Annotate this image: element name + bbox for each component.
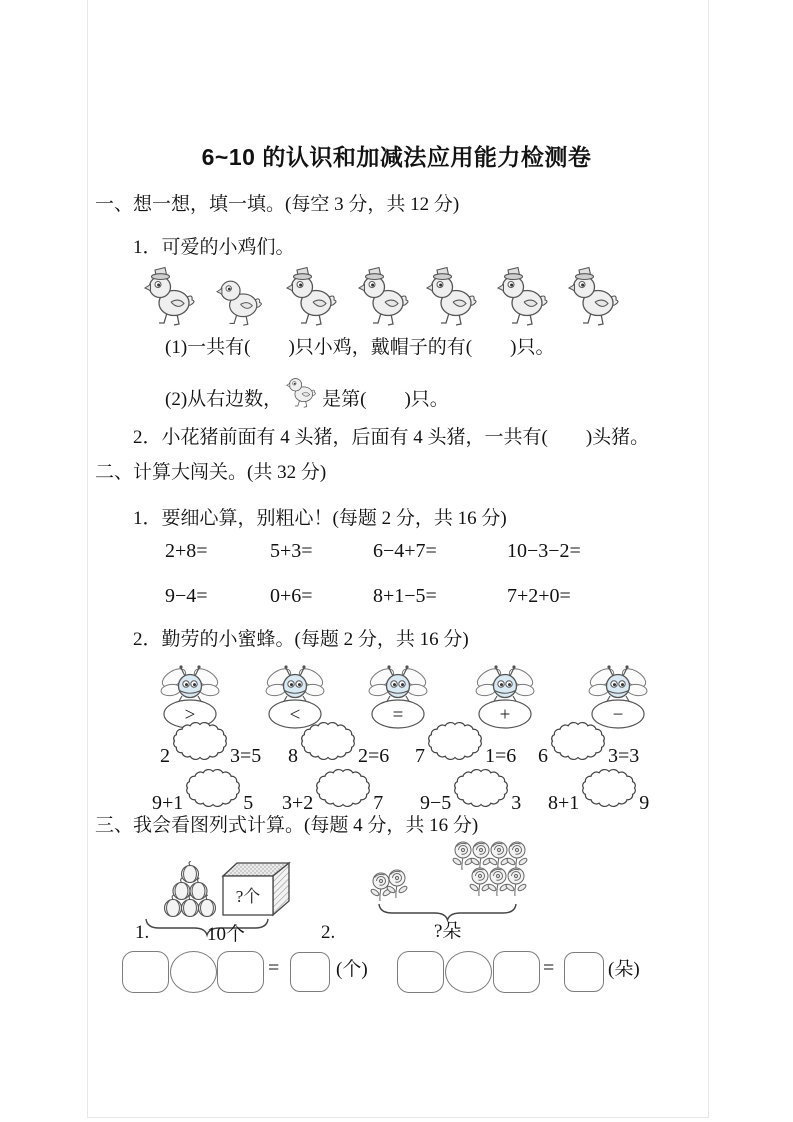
scalloped-answer-oval[interactable] [426, 721, 484, 767]
svg-text:>: > [184, 704, 196, 726]
flowers-right-group [452, 841, 532, 906]
oval-eq-post: 1=6 [485, 745, 517, 767]
oval-eq-post: 7 [373, 792, 384, 814]
chick-icon [282, 370, 322, 412]
equals-sign: = [268, 957, 280, 979]
calc-equation: 9−4= [165, 585, 208, 607]
chick-with-hat-icon [286, 262, 340, 333]
calc-equation: 2+8= [165, 540, 208, 562]
oval-equation [160, 721, 261, 766]
chick-no-hat-icon [216, 268, 265, 333]
oval-eq-pre: 8 [288, 745, 298, 767]
unit-label-p1: (个) [336, 959, 368, 980]
svg-text:+: + [499, 704, 511, 726]
oval-equation [420, 768, 521, 813]
svg-text:?个: ?个 [235, 887, 261, 906]
equals-sign: = [543, 957, 555, 979]
oval-eq-post: 3 [511, 792, 522, 814]
calc-equation: 7+2+0= [507, 585, 571, 607]
p2-brace-label: ?朵 [434, 921, 462, 942]
svg-text:−: − [612, 704, 624, 726]
section2-q1-label: 1．要细心算，别粗心！(每题 2 分，共 16 分) [133, 508, 507, 529]
p1-brace-label: 10个 [206, 924, 245, 945]
sub2-pre-text: (2)从右边数， [165, 389, 283, 410]
oval-eq-post: 5 [243, 792, 254, 814]
scalloped-answer-oval[interactable] [171, 721, 229, 767]
chick-with-hat-icon [358, 262, 412, 333]
calc-equation: 10−3−2= [507, 540, 581, 562]
svg-text:<: < [289, 704, 301, 726]
section2-q2-label: 2．勤劳的小蜜蜂。(每题 2 分，共 16 分) [133, 629, 469, 650]
calc-equation: 0+6= [270, 585, 313, 607]
oval-eq-post: 9 [639, 792, 650, 814]
oval-equation [282, 768, 383, 813]
section1-q1-sub1: (1)一共有( )只小鸡，戴帽子的有( )只。 [165, 337, 555, 358]
oval-eq-pre: 3+2 [282, 792, 314, 814]
scalloped-answer-oval[interactable] [549, 721, 607, 767]
oval-eq-pre: 7 [415, 745, 425, 767]
answer-result-box-p1[interactable] [290, 952, 330, 992]
answer-operator-oval-p2[interactable] [445, 951, 492, 993]
scalloped-answer-oval[interactable] [452, 768, 510, 814]
oval-eq-pre: 2 [160, 745, 170, 767]
oval-equation [152, 768, 253, 813]
oval-eq-pre: 8+1 [548, 792, 580, 814]
scalloped-answer-oval[interactable] [299, 721, 357, 767]
svg-text:=: = [392, 704, 404, 726]
chicks-row [0, 262, 793, 332]
scalloped-answer-oval[interactable] [184, 768, 242, 814]
chick-with-hat-icon [426, 262, 480, 333]
calc-equation: 8+1−5= [373, 585, 437, 607]
answer-operator-oval-p1[interactable] [170, 951, 217, 993]
oval-eq-post: 3=5 [230, 745, 262, 767]
oval-equation [548, 768, 649, 813]
answer-box-p1[interactable] [217, 951, 264, 993]
unit-label-p2: (朵) [608, 959, 640, 980]
chick-with-hat-icon [144, 262, 198, 333]
answer-result-box-p2[interactable] [564, 952, 604, 992]
scalloped-answer-oval[interactable] [580, 768, 638, 814]
chick-with-hat-icon [497, 262, 551, 333]
calc-equation: 5+3= [270, 540, 313, 562]
oval-eq-post: 3=3 [608, 745, 640, 767]
section1-q1-sub2 [165, 370, 449, 412]
oval-eq-pre: 6 [538, 745, 548, 767]
oval-eq-pre: 9+1 [152, 792, 184, 814]
answer-box-p2[interactable] [397, 951, 444, 993]
section2-heading: 二、计算大闯关。(共 32 分) [95, 462, 327, 483]
p1-number: 1. [135, 922, 150, 943]
pumpkin-pile [164, 861, 216, 924]
mystery-box [220, 858, 296, 925]
oval-equation [415, 721, 516, 766]
p2-number: 2. [321, 922, 336, 943]
oval-equation [538, 721, 639, 766]
oval-eq-pre: 9−5 [420, 792, 452, 814]
chick-with-hat-icon [568, 262, 622, 333]
scalloped-answer-oval[interactable] [314, 768, 372, 814]
section1-q2-label: 2．小花猪前面有 4 头猪，后面有 4 头猪，一共有( )头猪。 [133, 427, 650, 448]
oval-equation [288, 721, 389, 766]
section3-heading: 三、我会看图列式计算。(每题 4 分，共 16 分) [95, 815, 479, 836]
section1-heading: 一、想一想，填一填。(每空 3 分，共 12 分) [95, 194, 460, 215]
sub2-post-text: 是第( )只。 [322, 389, 449, 410]
section1-q1-label: 1．可爱的小鸡们。 [133, 237, 295, 258]
oval-eq-post: 2=6 [358, 745, 390, 767]
answer-box-p1[interactable] [122, 951, 169, 993]
page-title: 6~10 的认识和加减法应用能力检测卷 [201, 144, 592, 170]
calc-equation: 6−4+7= [373, 540, 437, 562]
answer-box-p2[interactable] [493, 951, 540, 993]
